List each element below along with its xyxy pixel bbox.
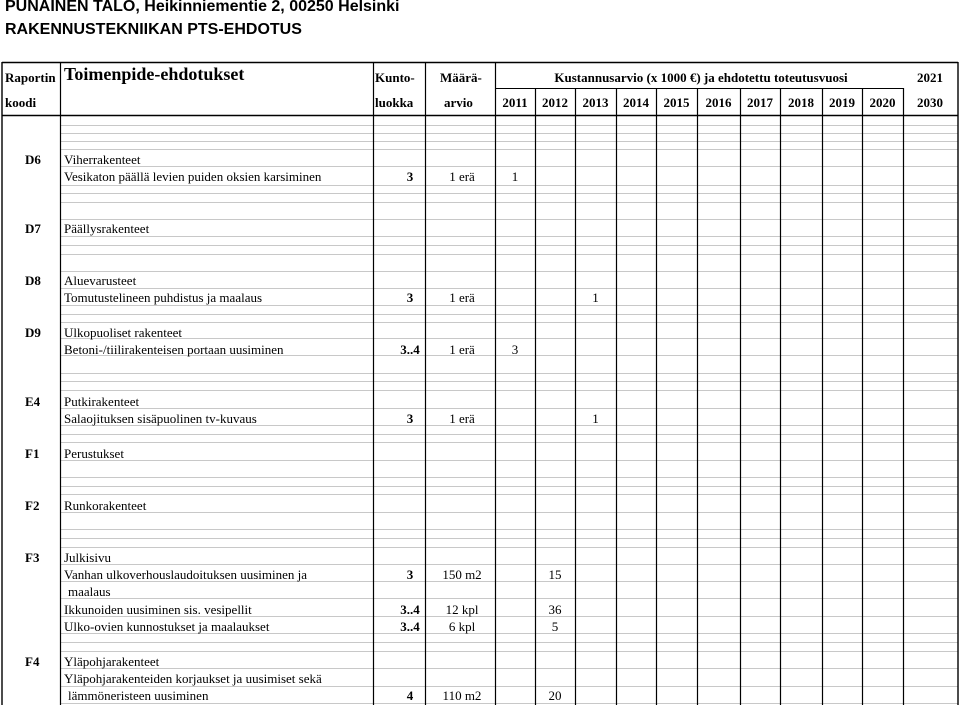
- header-year: 2011: [502, 95, 528, 110]
- class-value: 3: [406, 567, 414, 582]
- section-title: Perustukset: [64, 446, 124, 461]
- amount-value: 1 erä: [449, 169, 475, 184]
- measure-text: lämmöneristeen uusiminen: [68, 688, 209, 703]
- row-code: F3: [25, 550, 40, 565]
- cost-value: 3: [511, 342, 519, 357]
- header-code: koodi: [5, 95, 37, 110]
- cost-value: 36: [548, 602, 562, 617]
- header-measure: Toimenpide-ehdotukset: [64, 64, 245, 84]
- class-value: 3..4: [400, 602, 420, 617]
- class-value: 4: [406, 688, 414, 703]
- class-value: 3..4: [400, 619, 420, 634]
- amount-value: 1 erä: [449, 290, 475, 305]
- cost-value: 1: [592, 290, 599, 305]
- header-year: 2018: [788, 95, 814, 110]
- row-code: E4: [25, 394, 41, 409]
- section-title: Runkorakenteet: [64, 498, 147, 513]
- cost-value: 1: [511, 169, 519, 184]
- measure-text: Tomutustelineen puhdistus ja maalaus: [64, 290, 263, 305]
- measure-text: maalaus: [68, 584, 111, 599]
- header-year: 2013: [582, 95, 609, 110]
- section-title: Päällysrakenteet: [64, 221, 150, 236]
- amount-value: 1 erä: [449, 411, 475, 426]
- header-class: luokka: [375, 95, 414, 110]
- section-title: Viherrakenteet: [64, 152, 141, 167]
- header-year: 2012: [542, 95, 568, 110]
- header-class: Kunto-: [375, 70, 415, 85]
- measure-text: Ulko-ovien kunnostukset ja maalaukset: [64, 619, 270, 634]
- header-year: 2014: [623, 95, 649, 110]
- measure-text: Yläpohjarakenteiden korjaukset ja uusimiset sekä: [64, 671, 322, 686]
- amount-value: 1 erä: [449, 342, 475, 357]
- header-amount: arvio: [444, 95, 473, 110]
- class-value: 3: [406, 411, 414, 426]
- amount-value: 110 m2: [442, 688, 482, 703]
- report-title: PUNAINEN TALO, Heikinniementie 2, 00250 Helsinki: [5, 0, 400, 15]
- measure-text: Betoni-/tiilirakenteisen portaan uusiminen: [64, 342, 284, 357]
- header-year: 2016: [705, 95, 732, 110]
- header-year: 2030: [917, 95, 943, 110]
- row-code: D9: [25, 325, 41, 340]
- header-year: 2020: [869, 95, 896, 110]
- measure-text: Vesikaton päällä levien puiden oksien karsiminen: [64, 169, 322, 184]
- class-value: 3: [406, 290, 414, 305]
- row-code: D7: [25, 221, 41, 236]
- class-value: 3..4: [400, 342, 420, 357]
- row-code: F2: [25, 498, 40, 513]
- header-cost-title: Kustannusarvio (x 1000 €) ja ehdotettu toteutusvuosi: [554, 70, 848, 85]
- section-title: Yläpohjarakenteet: [64, 654, 160, 669]
- amount-value: 150 m2: [442, 567, 482, 582]
- amount-value: 6 kpl: [448, 619, 476, 634]
- header-year: 2017: [747, 95, 773, 110]
- cost-value: 20: [548, 688, 562, 703]
- section-title: Aluevarusteet: [64, 273, 137, 288]
- measure-text: Vanhan ulkoverhouslaudoituksen uusiminen ja: [64, 567, 307, 582]
- row-code: F1: [25, 446, 40, 461]
- section-title: Julkisivu: [64, 550, 111, 565]
- section-title: Ulkopuoliset rakenteet: [64, 325, 183, 340]
- row-code: D8: [25, 273, 41, 288]
- cost-value: 1: [592, 411, 599, 426]
- header-year: 2015: [663, 95, 690, 110]
- amount-value: 12 kpl: [445, 602, 479, 617]
- report-subtitle: RAKENNUSTEKNIIKAN PTS-EHDOTUS: [5, 21, 302, 38]
- header-code: Raportin: [5, 70, 56, 85]
- cost-value: 5: [551, 619, 559, 634]
- header-year: 2019: [829, 95, 855, 110]
- cost-value: 15: [548, 567, 562, 582]
- row-code: D6: [25, 152, 41, 167]
- header-year: 2021: [917, 70, 943, 85]
- measure-text: Salaojituksen sisäpuolinen tv-kuvaus: [64, 411, 257, 426]
- header-amount: Määrä-: [440, 70, 482, 85]
- row-code: F4: [25, 654, 40, 669]
- measure-text: Ikkunoiden uusiminen sis. vesipellit: [64, 602, 252, 617]
- class-value: 3: [406, 169, 414, 184]
- section-title: Putkirakenteet: [64, 394, 140, 409]
